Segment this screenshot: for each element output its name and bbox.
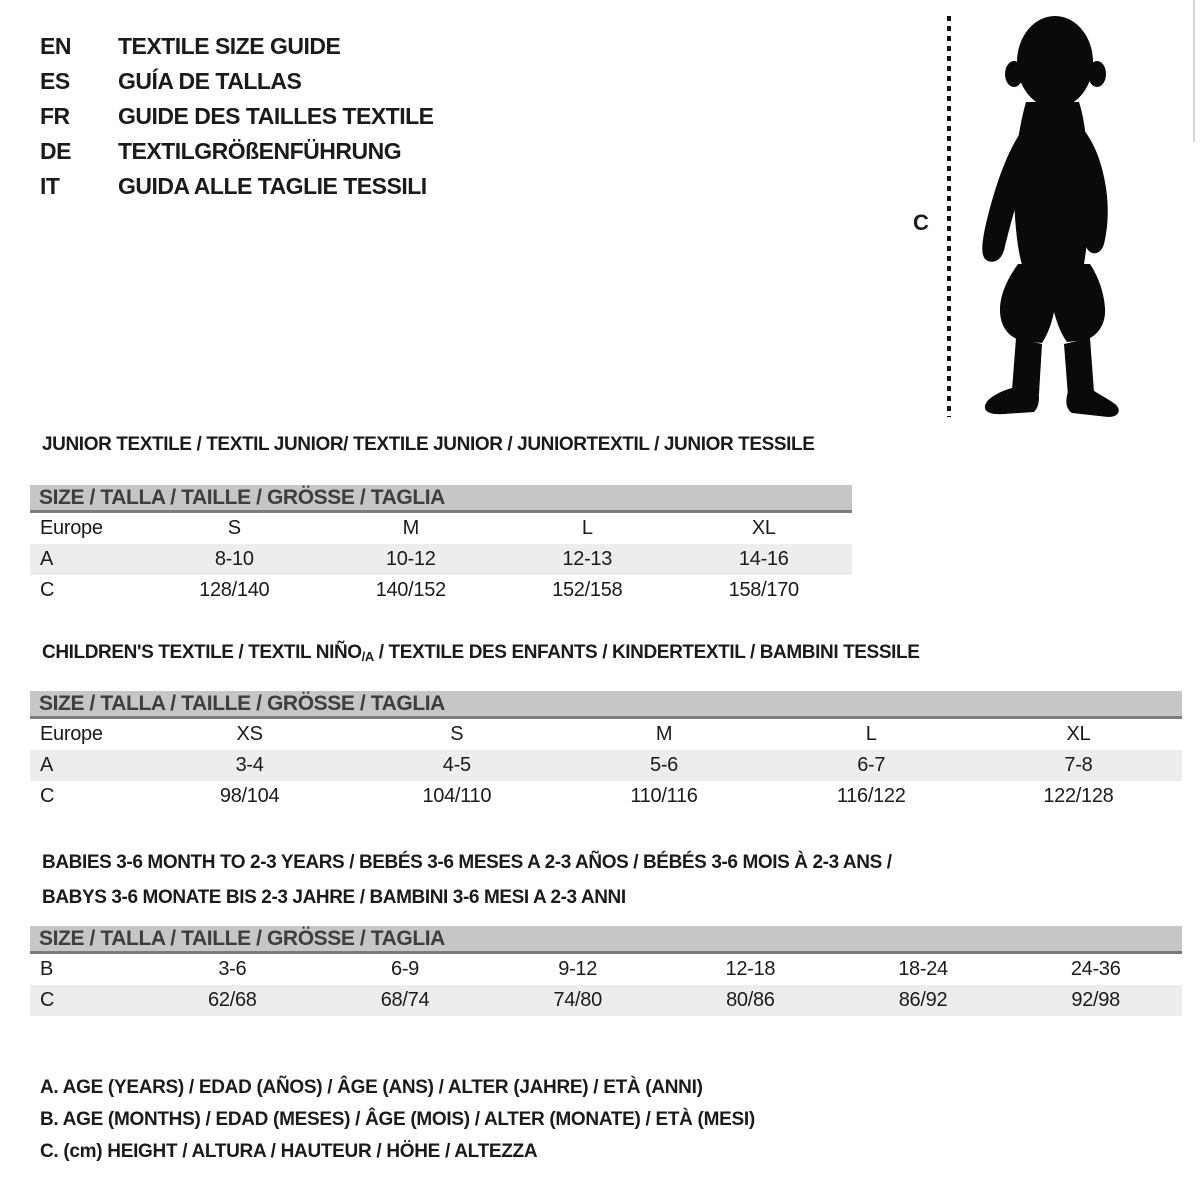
table-row-age-months xyxy=(30,954,1182,985)
language-code: DE xyxy=(40,138,71,164)
size-cell: XS xyxy=(236,723,263,745)
junior-section-title: JUNIOR TEXTILE / TEXTIL JUNIOR/ TEXTILE JUNIOR / JUNIORTEXTIL / JUNIOR TESSILE xyxy=(42,434,815,455)
language-row-it xyxy=(40,169,434,204)
table-row-age xyxy=(30,544,852,575)
language-code: EN xyxy=(40,33,71,59)
height-cell: 152/158 xyxy=(552,579,623,601)
height-cell: 62/68 xyxy=(208,989,257,1011)
children-section xyxy=(30,641,1182,812)
babies-section xyxy=(30,845,1182,1016)
legend-line-b: B. AGE (MONTHS) / EDAD (MESES) / ÂGE (MOIS) / ALTER (MONATE) / ETÀ (MESI) xyxy=(40,1109,755,1130)
language-label: GUIDE DES TAILLES TEXTILE xyxy=(118,103,434,129)
babies-section-title xyxy=(42,845,1182,915)
language-code: FR xyxy=(40,103,70,129)
size-cell: M xyxy=(655,723,673,745)
height-cell: 140/152 xyxy=(375,579,446,601)
language-list xyxy=(40,29,434,204)
table-row-height xyxy=(30,985,1182,1016)
height-cell: 110/116 xyxy=(630,785,698,807)
age-cell: 3-4 xyxy=(235,754,264,776)
size-header-bar: SIZE / TALLA / TAILLE / GRÖSSE / TAGLIA xyxy=(30,691,1182,719)
size-cell: S xyxy=(227,517,241,539)
age-cell: 7-8 xyxy=(1064,754,1093,776)
size-cell: L xyxy=(581,517,593,539)
height-cell: 122/128 xyxy=(1043,785,1114,807)
age-cell: 18-24 xyxy=(898,958,948,980)
height-cell: 80/86 xyxy=(726,989,775,1011)
junior-section xyxy=(30,433,852,606)
size-header-bar: SIZE / TALLA / TAILLE / GRÖSSE / TAGLIA xyxy=(30,926,1182,954)
row-label: C xyxy=(40,989,55,1011)
height-cell: 74/80 xyxy=(553,989,602,1011)
age-cell: 3-6 xyxy=(218,958,247,980)
age-cell: 8-10 xyxy=(214,548,254,570)
age-cell: 14-16 xyxy=(738,548,789,570)
age-cell: 24-36 xyxy=(1070,958,1121,980)
language-code: ES xyxy=(40,68,70,94)
age-cell: 12-13 xyxy=(562,548,613,570)
junior-size-table xyxy=(30,485,852,606)
height-cell: 92/98 xyxy=(1071,989,1120,1011)
age-cell: 6-9 xyxy=(391,958,420,980)
children-title-rest: / TEXTILE DES ENFANTS / KINDERTEXTIL / BAMBINI TESSILE xyxy=(373,642,920,663)
babies-title-line1: BABIES 3-6 MONTH TO 2-3 YEARS / BEBÉS 3-6 MESES A 2-3 AÑOS / BÉBÉS 3-6 MOIS À 2-3 ANS / xyxy=(42,852,892,873)
height-cell: 128/140 xyxy=(199,579,270,601)
language-row-es xyxy=(40,64,434,99)
height-measure-dashed-line xyxy=(947,16,951,417)
row-label: C xyxy=(40,785,55,807)
size-cell: XL xyxy=(1066,723,1091,745)
height-cell: 104/110 xyxy=(422,785,492,807)
age-cell: 4-5 xyxy=(442,754,471,776)
children-title-main: CHILDREN'S TEXTILE / TEXTIL NIÑO xyxy=(42,642,362,663)
age-cell: 10-12 xyxy=(385,548,436,570)
language-row-en xyxy=(40,29,434,64)
table-row-age xyxy=(30,750,1182,781)
height-cell: 68/74 xyxy=(380,989,430,1011)
row-label: Europe xyxy=(40,723,103,745)
size-cell: S xyxy=(450,723,464,745)
size-cell: L xyxy=(865,723,877,745)
language-label: GUÍA DE TALLAS xyxy=(118,68,302,94)
right-edge-line xyxy=(1193,0,1195,142)
row-label: C xyxy=(40,579,55,601)
language-label: GUIDA ALLE TAGLIE TESSILI xyxy=(118,173,427,199)
children-title-sub: /A xyxy=(361,649,374,664)
size-cell: XL xyxy=(751,517,776,539)
table-row-europe xyxy=(30,719,1182,750)
height-cell: 116/122 xyxy=(836,785,906,807)
size-cell: M xyxy=(402,517,419,539)
legend-line-a: A. AGE (YEARS) / EDAD (AÑOS) / ÂGE (ANS) / ALTER (JAHRE) / ETÀ (ANNI) xyxy=(40,1077,703,1098)
children-section-title xyxy=(42,641,1182,666)
measurement-legend xyxy=(40,1072,755,1168)
language-row-fr xyxy=(40,99,434,134)
row-label: Europe xyxy=(40,517,103,539)
table-row-europe xyxy=(30,513,852,544)
table-row-height xyxy=(30,781,1182,812)
language-code: IT xyxy=(40,173,60,199)
age-cell: 12-18 xyxy=(725,958,776,980)
height-cell: 86/92 xyxy=(898,989,948,1011)
height-cell: 158/170 xyxy=(728,579,799,601)
age-cell: 9-12 xyxy=(558,958,598,980)
language-label: TEXTILGRÖßENFÜHRUNG xyxy=(118,138,402,164)
table-row-height xyxy=(30,575,852,606)
age-cell: 5-6 xyxy=(650,754,679,776)
row-label: A xyxy=(40,754,54,776)
language-row-de xyxy=(40,134,434,169)
row-label: B xyxy=(40,958,54,980)
height-cell: 98/104 xyxy=(219,785,280,807)
babies-size-table xyxy=(30,926,1182,1016)
legend-line-c: C. (cm) HEIGHT / ALTURA / HAUTEUR / HÖHE / ALTEZZA xyxy=(40,1141,538,1162)
children-size-table xyxy=(30,691,1182,812)
language-label: TEXTILE SIZE GUIDE xyxy=(118,33,341,59)
age-cell: 6-7 xyxy=(857,754,886,776)
babies-title-line2: BABYS 3-6 MONATE BIS 2-3 JAHRE / BAMBINI 3-6 MESI A 2-3 ANNI xyxy=(42,887,626,908)
height-measure-label: C xyxy=(913,210,929,235)
row-label: A xyxy=(40,548,54,570)
size-header-bar: SIZE / TALLA / TAILLE / GRÖSSE / TAGLIA xyxy=(30,485,852,513)
baby-silhouette-icon xyxy=(960,12,1140,422)
